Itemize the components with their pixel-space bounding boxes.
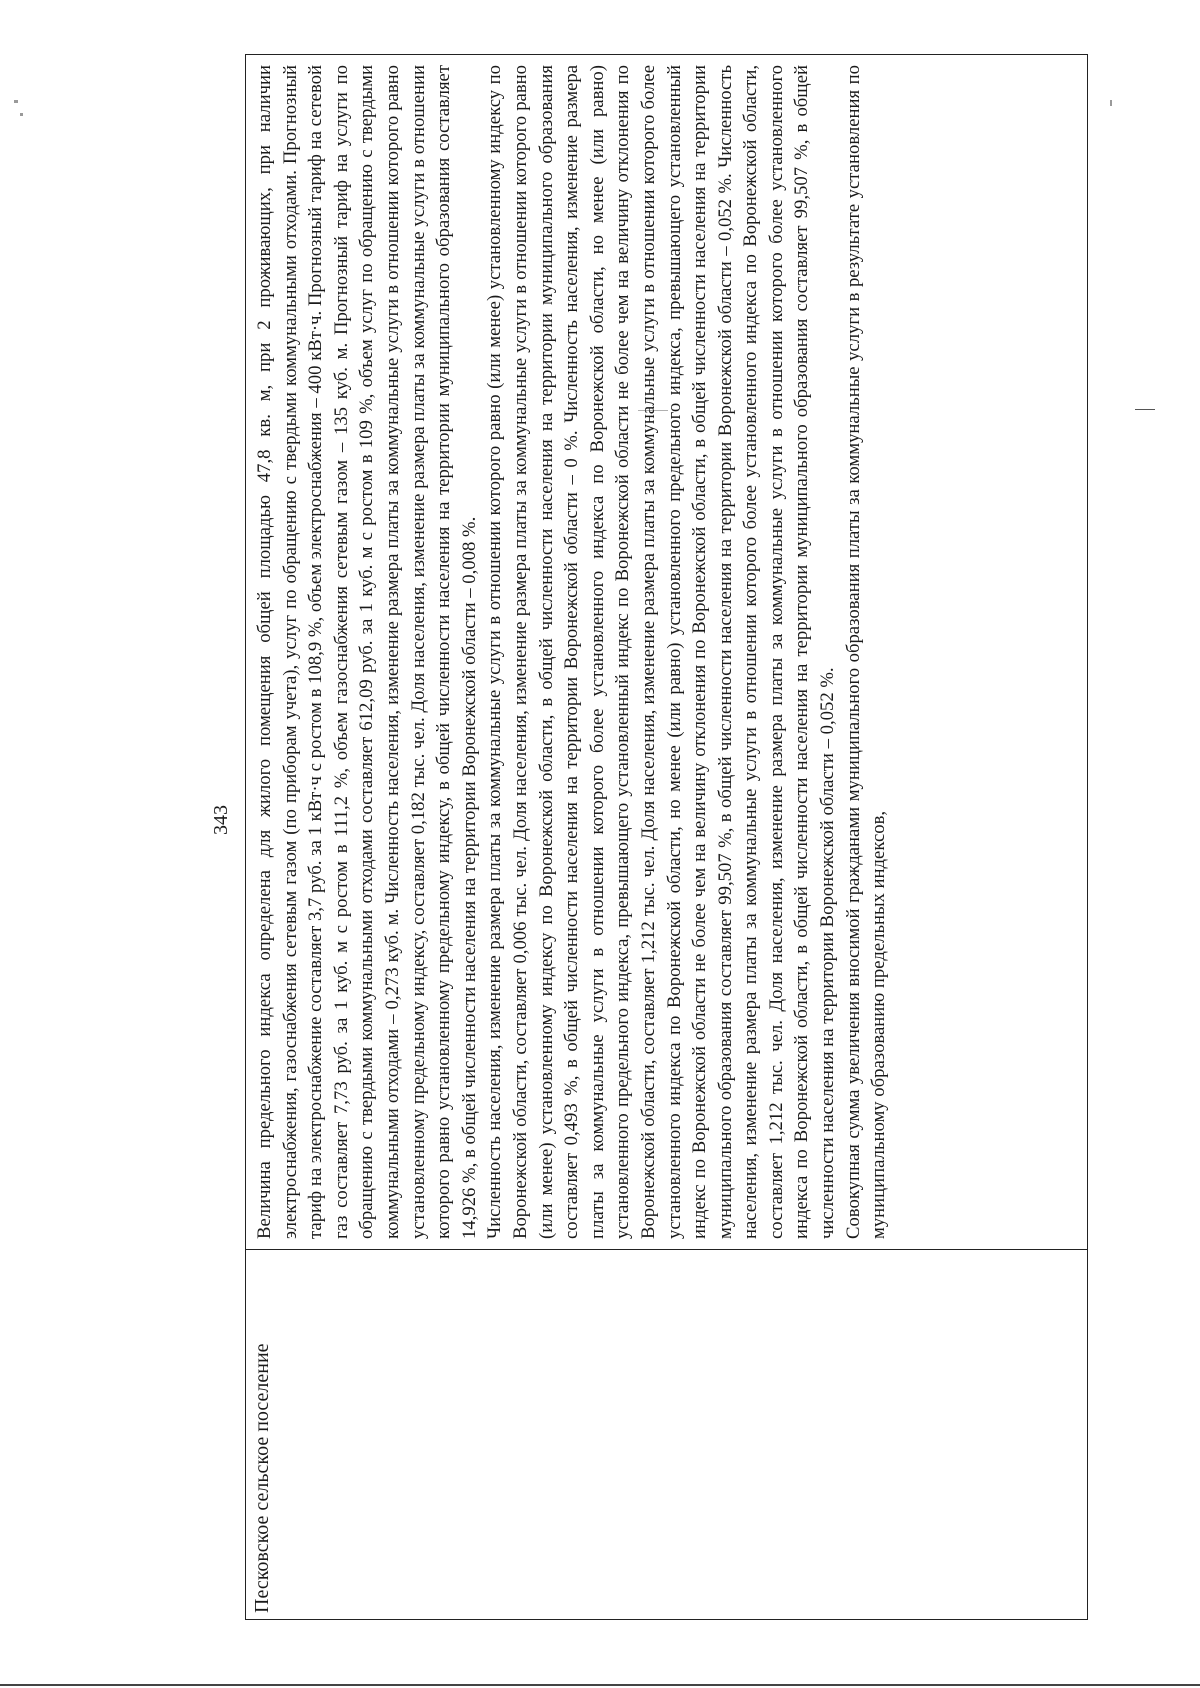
paragraph: Величина предельного индекса определена для жилого помещения общей площадью 47,8 кв. м, при 2 проживающих, при наличии электроснабжения, газоснабжения сетевым газом (по приборам учета), услуг по обращению с твердыми коммунальными отходами. Прогнозный тариф на электроснабжение составляет 3,7 руб. за 1 кВт·ч с ростом в 108,9 %, объем электроснабжения – 400 кВт·ч. Прогнозный тариф на сетевой газ составляет 7,73 руб. за 1 куб. м с ростом в 111,2 %, объем газоснабжения сетевым газом – 135 куб. м. Прогнозный тариф на услуги по обращению с твердыми коммунальными отходами составляет 612,09 руб. за 1 куб. м с ростом в 109 %, объем услуг по обращению с твердыми коммунальными отходами – 0,273 куб. м. Численность населения, изменение размера платы за коммунальные услуги в отношении которого равно установленному предельному индексу, составляет 0,182 тыс. чел. Доля населения, изменение размера платы за коммунальные услуги в отношении которого равно установленному предельному индексу, в общей численности населения на территории муниципального образования составляет 14,926 %, в общей численности населения на территории Воронежской области – 0,008 %. xyxy=(254,65,480,1239)
paragraph: Численность населения, изменение размера платы за коммунальные услуги в отношении которого равно (или менее) установленному индексу по Воронежской области, составляет 0,006 тыс. чел. Доля населения, изменение размера платы за коммунальные услуги в отношении которого равно (или менее) установленному индексу по Воронежской области, в общей численности населения на территории муниципального образования составляет 0,493 %, в общей численности населения на территории Воронежской области – 0 %. Численность населения, изменение размера платы за коммунальные услуги в отношении которого более установленного индекса по Воронежской области, но менее (или равно) установленного предельного индекса, превышающего установленный индекс по Воронежской области не более чем на величину отклонения по Воронежской области, составляет 1,212 тыс. чел. Доля населения, изменение размера платы за коммунальные услуги в отношении которого более установленного индекса по Воронежской области, но менее (или равно) установленного предельного индекса, превышающего установленный индекс по Воронежской области не более чем на величину отклонения по Воронежской области, в общей численности населения на территории муниципального образования составляет 99,507 %, в общей численности населения на территории Воронежской области – 0,052 %. Численность населения, изменение размера платы за коммунальные услуги в отношении которого более установленного индекса по Воронежской области, составляет 1,212 тыс. чел. Доля населения, изменение размера платы за коммунальные услуги в отношении которого более установленного индекса по Воронежской области, в общей численности населения на территории муниципального образования составляет 99,507 %, в общей численности населения на территории Воронежской области – 0,052 %. xyxy=(484,65,839,1239)
page-number: 343 xyxy=(210,805,232,835)
data-table xyxy=(245,54,1088,1620)
scan-speck xyxy=(20,113,23,116)
scan-speck xyxy=(14,100,18,103)
rotated-content xyxy=(170,10,1090,1630)
scan-mark xyxy=(1135,409,1155,410)
scan-edge xyxy=(0,1684,1200,1686)
paragraph: Совокупная сумма увеличения вносимой гражданами муниципального образования платы за коммунальные услуги в результате установления по муниципальному образованию предельных индексов, xyxy=(842,65,890,1239)
scan-speck xyxy=(1110,100,1112,106)
description-cell xyxy=(246,55,1087,1249)
settlement-name-cell: Песковское сельское поселение xyxy=(246,1249,1087,1619)
